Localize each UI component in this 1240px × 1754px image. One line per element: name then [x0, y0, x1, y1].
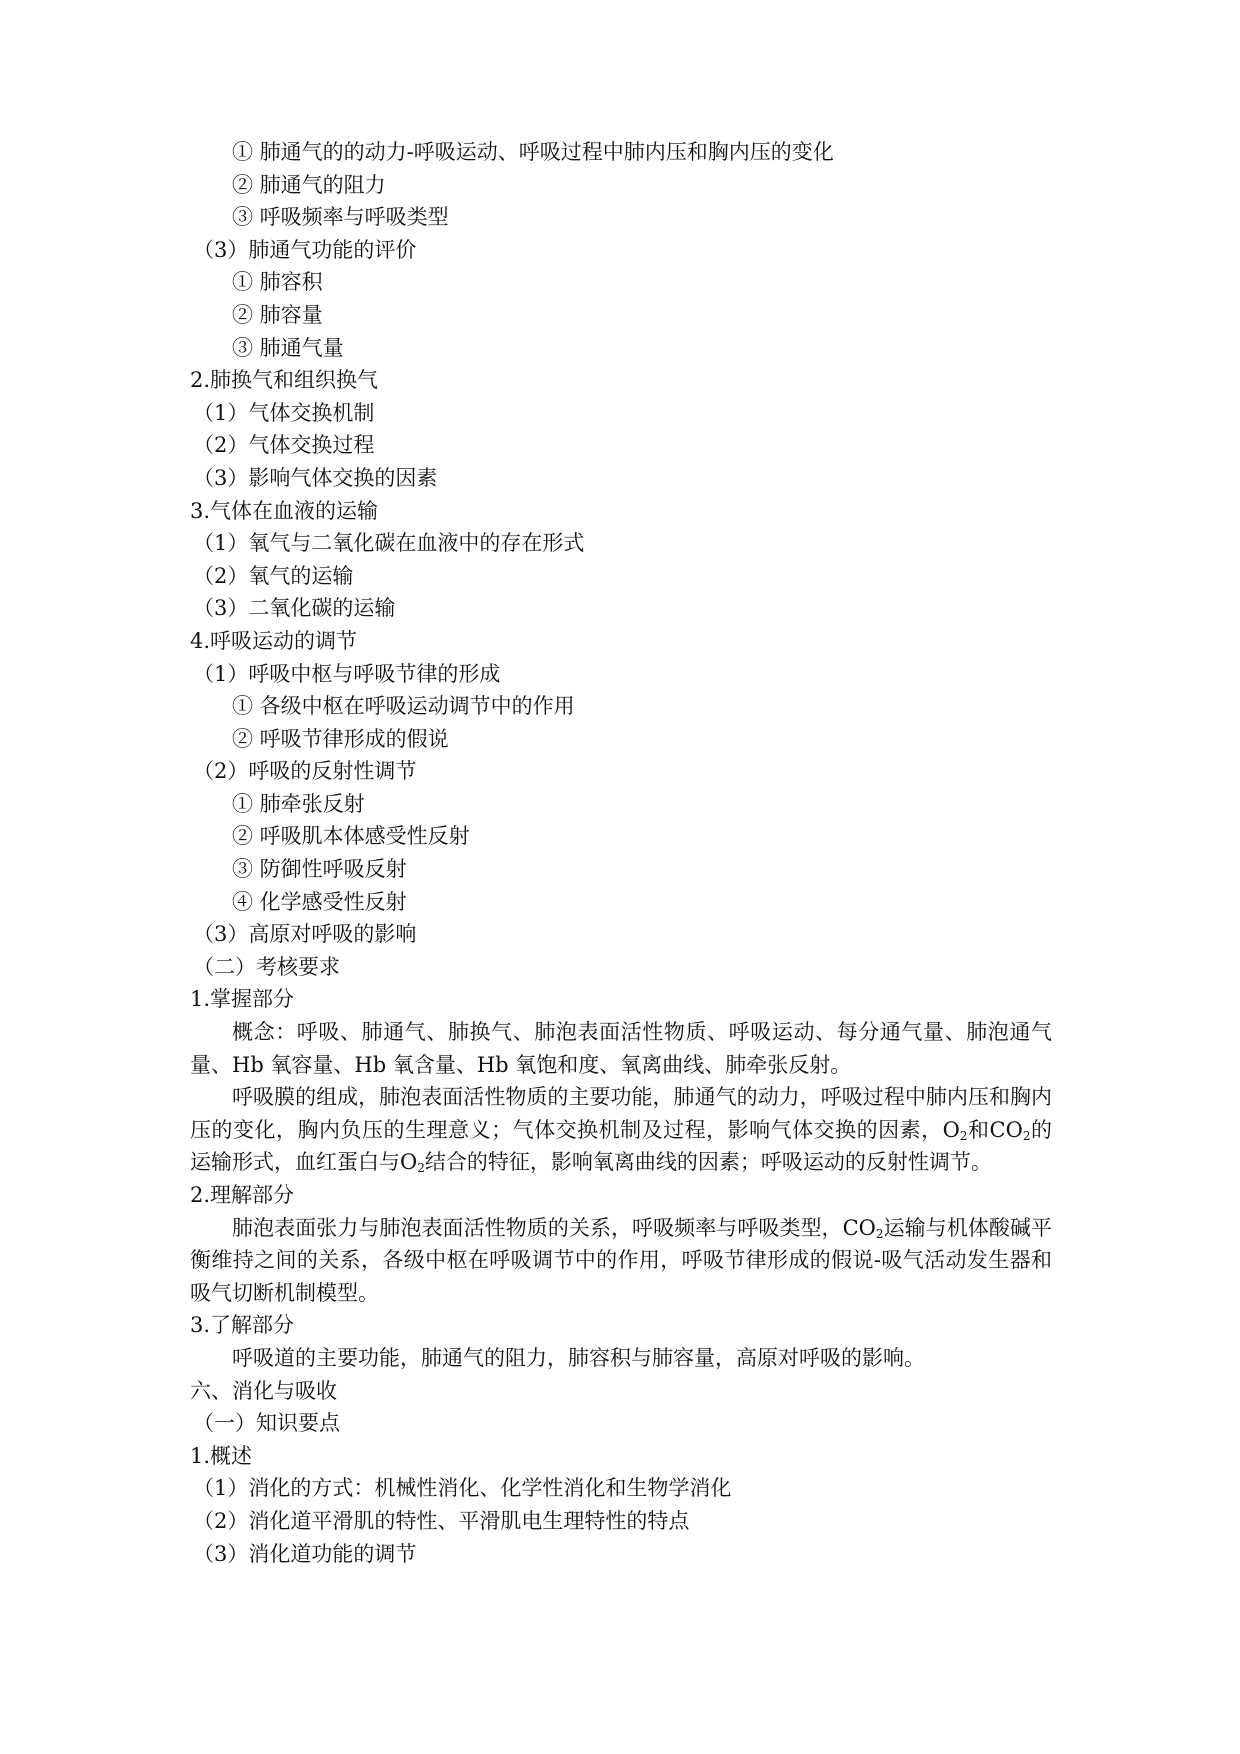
outline-item: 1.掌握部分 — [190, 987, 295, 1012]
document-page — [0, 136, 1240, 1570]
outline-item: ② 呼吸肌本体感受性反射 — [232, 824, 470, 849]
paragraph-know-content: 呼吸道的主要功能，肺通气的阻力，肺容积与肺容量，高原对呼吸的影响。 — [232, 1345, 925, 1370]
outline-item: 3.气体在血液的运输 — [190, 498, 379, 523]
outline-item: （1）气体交换机制 — [193, 400, 375, 425]
outline-item: （3）消化道功能的调节 — [193, 1541, 417, 1566]
paragraph-master-content: 呼吸膜的组成，肺泡表面活性物质的主要功能，肺通气的动力，呼吸过程中肺内压和胸内压的变化，胸内负压的生理意义；气体交换机制及过程，影响气体交换的因素，$O_2$和$CO_2$的运输形式，血红蛋白与$O_2$结合的特征，影响氧离曲线的因素；呼吸运动的反射性调节。 — [190, 1085, 1052, 1176]
outline-item: ④ 化学感受性反射 — [232, 889, 407, 914]
heading-understand: 2.理解部分 — [190, 1183, 295, 1207]
outline-item: （一）知识要点 — [193, 1411, 340, 1436]
paragraph-understand-content: 肺泡表面张力与肺泡表面活性物质的关系，呼吸频率与呼吸类型，$CO_2$运输与机体酸碱平衡维持之间的关系，各级中枢在呼吸调节中的作用，呼吸节律形成的假说-吸气活动发生器和吸气切断机制模型。 — [190, 1215, 1052, 1305]
outline-item: （2）消化道平滑肌的特性、平滑肌电生理特性的特点 — [193, 1508, 690, 1533]
outline-item: （二）考核要求 — [193, 954, 340, 979]
outline-item: （2）气体交换过程 — [193, 433, 375, 458]
outline-item: （3）高原对呼吸的影响 — [193, 922, 417, 947]
outline-item: ① 肺牵张反射 — [232, 791, 365, 816]
outline-item: （3）影响气体交换的因素 — [193, 465, 438, 490]
outline-item: ① 各级中枢在呼吸运动调节中的作用 — [232, 694, 575, 719]
outline-item: 4.呼吸运动的调节 — [190, 628, 358, 653]
outline-item: （3）二氧化碳的运输 — [193, 596, 396, 621]
outline-item: ② 肺通气的阻力 — [232, 172, 386, 197]
paragraph-concepts: 概念：呼吸、肺通气、肺换气、肺泡表面活性物质、呼吸运动、每分通气量、肺泡通气量、Hb 氧容量、Hb 氧含量、Hb 氧饱和度、氧离曲线、肺牵张反射。 — [190, 1020, 1052, 1077]
outline-item: ③ 防御性呼吸反射 — [232, 857, 407, 882]
outline-item: 2.肺换气和组织换气 — [190, 368, 379, 393]
outline-item: （2）氧气的运输 — [193, 563, 354, 588]
outline-item: （3）肺通气功能的评价 — [193, 237, 417, 262]
outline-section-respiration — [0, 136, 1240, 1016]
outline-item: （1）消化的方式：机械性消化、化学性消化和生物学消化 — [193, 1476, 732, 1501]
outline-item: （2）呼吸的反射性调节 — [193, 759, 417, 784]
outline-item: ② 呼吸节律形成的假说 — [232, 726, 449, 751]
outline-item: 1.概述 — [190, 1443, 253, 1468]
outline-item: ② 肺容量 — [232, 302, 323, 327]
outline-item: （1）呼吸中枢与呼吸节律的形成 — [193, 661, 501, 686]
outline-item: （1）氧气与二氧化碳在血液中的存在形式 — [193, 531, 585, 556]
outline-item: ① 肺通气的的动力-呼吸运动、呼吸过程中肺内压和胸内压的变化 — [232, 140, 834, 164]
outline-item: ① 肺容积 — [232, 270, 323, 295]
outline-section-digestion — [0, 1375, 1240, 1571]
outline-item: 六、消化与吸收 — [190, 1378, 337, 1403]
heading-know: 3.了解部分 — [190, 1313, 295, 1338]
outline-item: ③ 肺通气量 — [232, 335, 344, 360]
outline-item: ③ 呼吸频率与呼吸类型 — [232, 205, 449, 230]
